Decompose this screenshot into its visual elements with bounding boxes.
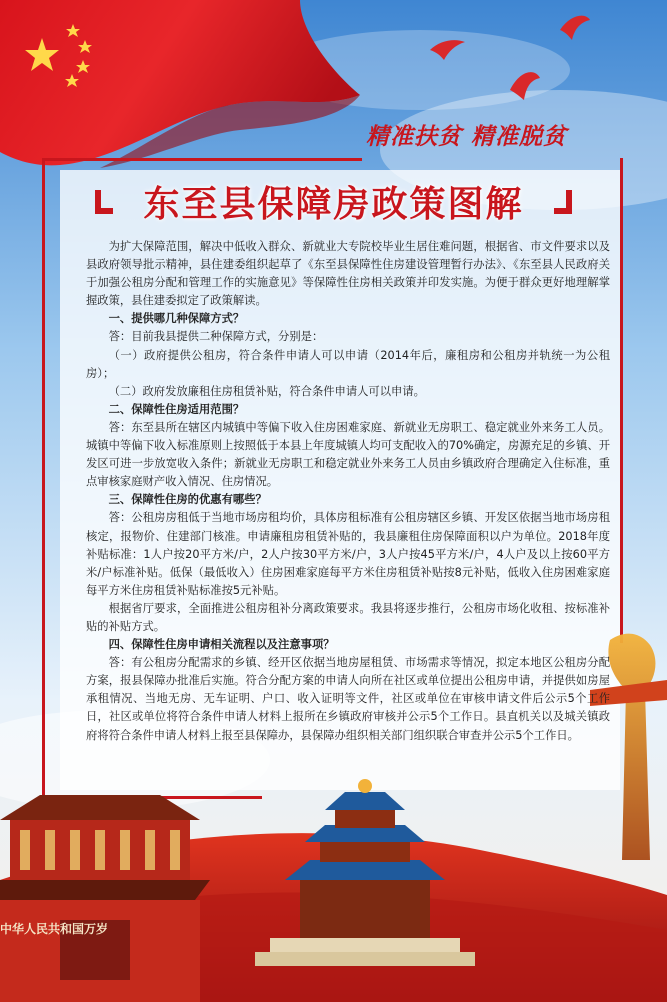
policy-text [86,238,610,745]
slogan-banner: 精准扶贫 精准脱贫 [366,124,568,150]
question-1-item-2: （二）政府发放廉租住房租赁补贴，符合条件申请人可以申请。 [108,384,425,398]
question-2-answer: 答：东至县所在辖区内城镇中等偏下收入住房困难家庭、新就业无房职工、稳定就业外来务工人员。城镇中等偏下收入标准原则上按照低于本县上年度城镇人均可支配收入的70%确定，房源充足的乡镇、开发区可进一步放宽收入条件；新就业无房职工和稳定就业外来务工人员由乡镇政府合理确定入住标准，重点审核家庭财产收入情况、住房情况。 [86,420,610,489]
page-title: 东至县保障房政策图解 [143,183,524,225]
question-1-heading: 一、提供哪几种保障方式？ [108,312,245,326]
question-1-item-1: （一）政府提供公租房，符合条件申请人可以申请（2014年后，廉租房和公租房并轨统一为公租房）； [86,348,610,380]
question-3-heading: 三、保障性住房的优惠有哪些？ [108,493,267,507]
question-4-heading: 四、保障性住房申请相关流程以及注意事项？ [108,638,335,652]
intro-paragraph: 为扩大保障范围，解决中低收入群众、新就业大专院校毕业生居住难问题，根据省、市文件要求以及县政府领导批示精神，县住建委组织起草了《东至县保障性住房建设管理暂行办法》、《东至县人民政府关于加强公租房分配和管理工作的实施意见》等保障性住房相关政策并印发实施。为便于群众更好地理解掌握政策，县住建委拟定了政策解读。 [86,240,610,308]
gate-sign: 中华人民共和国万岁 [0,922,109,936]
question-3-answer: 答：公租房房租低于当地市场房租均价，具体房租标准有公租房辖区乡镇、开发区依据当地市场房租核定，报物价、住建部门核准。申请廉租房租赁补贴的，我县廉租住房保障面积以户为单位。2018年度补贴标准：1人户按20平方米/户，2人户按30平方米/户，3人户按45平方米/户，4人户及以上按60平方米/户标准补贴。低保（最低收入）住房困难家庭每平方米住房租赁补贴按8元补贴，低收入住房困难家庭每平方米住房租赁补贴标准按5元补贴。 [86,511,610,597]
question-2-heading: 二、保障性住房适用范围？ [108,402,245,416]
question-3-extra: 根据省厅要求，全面推进公租房租补分离政策要求。我县将逐步推行，公租房市场化收租、按标准补贴的补贴方式。 [86,601,610,633]
question-4-answer: 答：有公租房分配需求的乡镇、经开区依据当地房屋租赁、市场需求等情况，拟定本地区公租房分配方案，报县保障办批准后实施。符合分配方案的申请人向所在社区或单位提出公租房申请，并提供如房屋承租情况、当地无房、无车证明、户口、收入证明等文件，社区或单位在审核申请文件后公示5个工作日，社区或单位将符合条件申请人材料上报所在乡镇政府审核并公示5个工作日。县直机关以及城关镇政府将符合条件申请人材料上报至县保障办，县保障办组织相关部门组织联合审查并公示5个工作日。 [86,656,610,742]
question-1-answer: 答：目前我县提供二种保障方式，分别是： [108,330,324,344]
